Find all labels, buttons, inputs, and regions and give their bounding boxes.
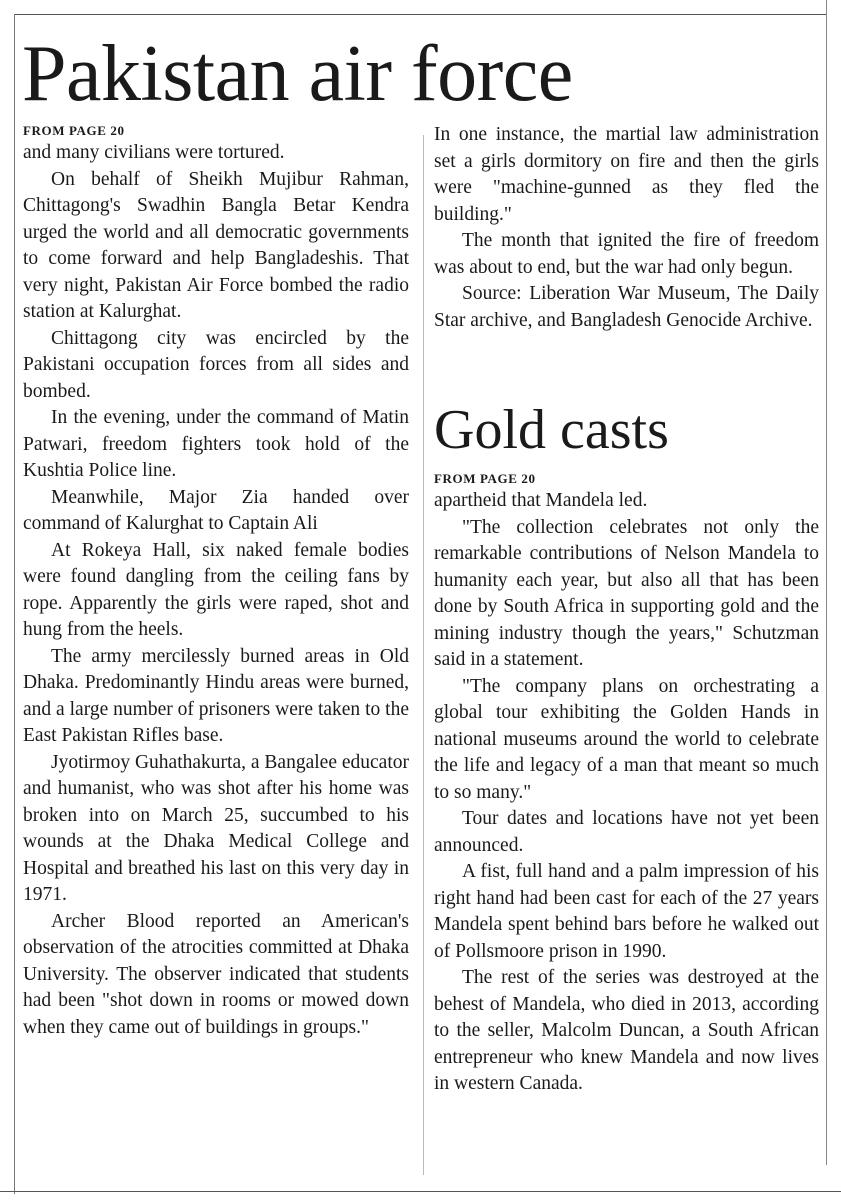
article2-paragraph: A fist, full hand and a palm impression of his right hand had been cast for each of the 27 years Mandela spent behind bars before he walked out of Pollsmoore prison in 1990. (434, 861, 819, 962)
article1-column-left (23, 122, 409, 1041)
article1-source-line: Source: Liberation War Museum, The Daily Star archive, and Bangladesh Genocide Archive. (434, 283, 819, 331)
headline-gold-casts: Gold casts (434, 399, 669, 461)
article1-paragraph: Jyotirmoy Guhathakurta, a Bangalee educator and humanist, who was shot after his home was broken into on March 25, succumbed to his wounds at the Dhaka Medical College and Hospital and breathed his last on this very day in 1971. (23, 751, 409, 905)
article1-paragraph: Chittagong city was encircled by the Pakistani occupation forces from all sides and bombed. (23, 327, 409, 402)
article1-paragraph: The army mercilessly burned areas in Old Dhaka. Predominantly Hindu areas were burned, and a large number of prisoners were taken to the East Pakistan Rifles base. (23, 645, 409, 746)
article1-paragraph: In one instance, the martial law administration set a girls dormitory on fire and then the girls were "machine-gunned as they fled the building." (434, 124, 819, 225)
article2-paragraph: apartheid that Mandela led. (434, 490, 648, 511)
article1-paragraph: Meanwhile, Major Zia handed over command of Kalurghat to Captain Ali (23, 486, 409, 534)
article2-paragraph: Tour dates and locations have not yet been announced. (434, 808, 819, 856)
article1-kicker: FROM PAGE 20 (23, 123, 125, 138)
article1-paragraph: In the evening, under the command of Matin Patwari, freedom fighters took hold of the Kushtia Police line. (23, 407, 409, 481)
column-separator (423, 135, 424, 1175)
article2-kicker: FROM PAGE 20 (434, 471, 536, 486)
article1-paragraph: and many civilians were tortured. (23, 142, 285, 163)
article1-paragraph: Archer Blood reported an American's observation of the atrocities committed at Dhaka University. The observer indicated that students had been "shot down in rooms or mowed down when they came out of buildings in groups." (23, 910, 409, 1038)
article1-paragraph: At Rokeya Hall, six naked female bodies were found dangling from the ceiling fans by rope. Apparently the girls were raped, shot and hung from the heels. (23, 539, 409, 640)
article1-paragraph: The month that ignited the fire of freedom was about to end, but the war had only begun. (434, 230, 819, 278)
bottom-border-rule (0, 1191, 841, 1192)
article2-column (434, 470, 819, 1098)
article1-column-right (434, 122, 819, 334)
top-border-rule (14, 14, 827, 15)
headline-pakistan-air-force: Pakistan air force (22, 30, 573, 118)
article2-paragraph: The rest of the series was destroyed at the behest of Mandela, who died in 2013, according to the seller, Malcolm Duncan, a South African entrepreneur who knew Mandela and now lives in western Canada. (434, 967, 819, 1094)
article2-paragraph: "The company plans on orchestrating a global tour exhibiting the Golden Hands in national museums around the world to celebrate the life and legacy of a man that meant so much to so many." (434, 675, 819, 803)
article1-paragraph: On behalf of Sheikh Mujibur Rahman, Chittagong's Swadhin Bangla Betar Kendra urged the world and all democratic governments to come forward and help Bangladeshis. That very night, Pakistan Air Force bombed the radio station at Kalurghat. (23, 168, 409, 322)
article2-paragraph: "The collection celebrates not only the remarkable contributions of Nelson Mandela to humanity each year, but also all that has been done by South Africa in supporting gold and the mining industry though the years," Schutzman said in a statement. (434, 516, 819, 670)
right-border-rule (826, 0, 827, 1165)
left-border-rule (14, 14, 15, 1194)
